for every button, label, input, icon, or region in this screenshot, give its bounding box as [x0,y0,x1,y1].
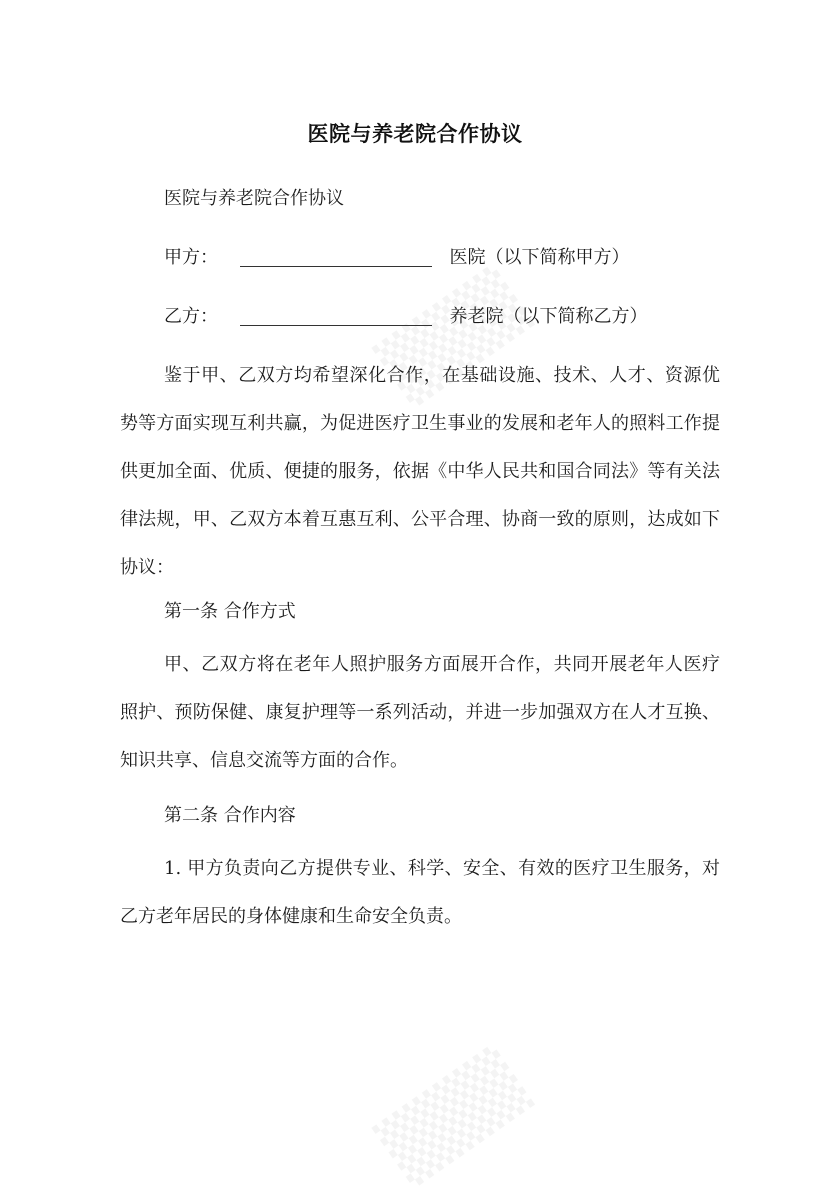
watermark-mark [372,1044,535,1189]
party-b-label: 乙方： [164,306,218,327]
article2-item1-paragraph [120,845,720,941]
preamble-text: 鉴于甲、乙双方均希望深化合作，在基础设施、技术、人才、资源优势等方面实现互利共赢，为促进医疗卫生事业的发展和老年人的照料工作提供更加全面、优质、便捷的服务，依据《中华人民共和国合同法》等有关法律法规，甲、乙双方本着互惠互利、公平合理、协商一致的原则，达成如下协议： [120,365,720,578]
party-a-label: 甲方： [164,247,218,268]
article2-item1-text: 1. 甲方负责向乙方提供专业、科学、安全、有效的医疗卫生服务，对乙方老年居民的身体健康和生命安全负责。 [120,858,720,927]
article1-paragraph [120,641,720,785]
party-a-suffix: 医院（以下简称甲方） [449,247,630,268]
party-b-suffix: 养老院（以下简称乙方） [449,306,648,327]
party-a-blank [240,246,432,267]
article1-heading: 第一条 合作方式 [164,601,296,622]
article1-text: 甲、乙双方将在老年人照护服务方面展开合作，共同开展老年人医疗照护、预防保健、康复护理等一系列活动，并进一步加强双方在人才互换、知识共享、信息交流等方面的合作。 [120,654,720,771]
party-b-line [164,302,647,332]
article2-heading: 第二条 合作内容 [164,805,296,826]
party-a-line [164,243,629,273]
preamble-paragraph [120,352,720,592]
document-subtitle: 医院与养老院合作协议 [164,188,344,209]
document-title: 医院与养老院合作协议 [307,122,523,146]
party-b-blank [240,305,432,326]
